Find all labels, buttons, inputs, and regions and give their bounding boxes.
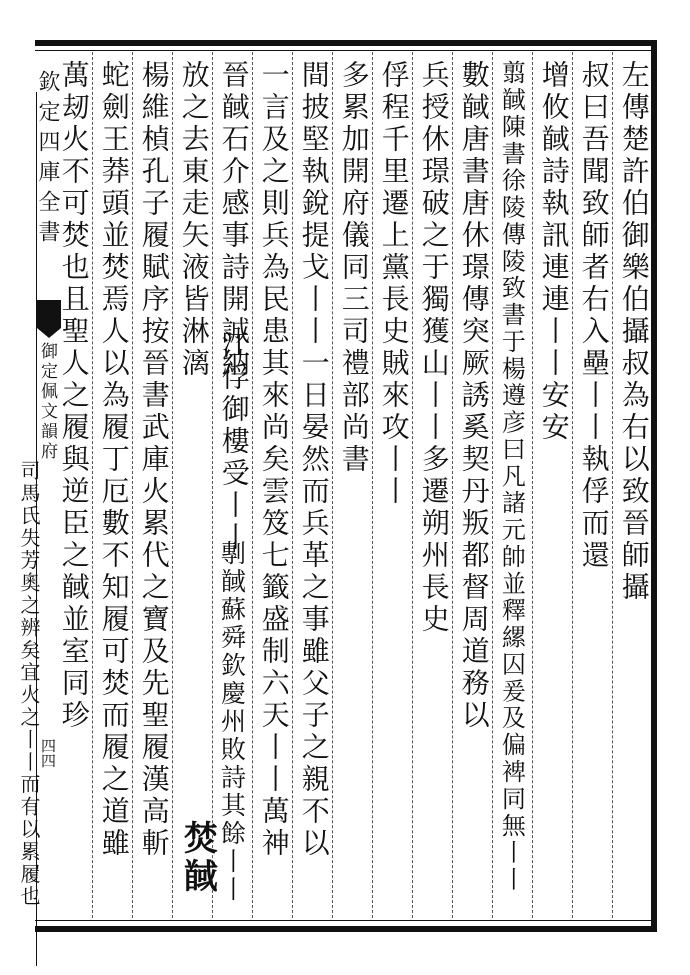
column-rule [612, 52, 613, 918]
text-column: 剸馘蘇舜欽慶州敗詩其餘丨丨 [217, 540, 247, 904]
column-rule [532, 52, 533, 918]
text-column: 萬刼火不可焚也且聖人之履與逆臣之馘並室同珍 [57, 60, 91, 732]
column-rule [212, 52, 213, 918]
text-column: 一言及之則兵為民患其來尚矣雲笈七籤盛制六天丨丨萬神 [257, 60, 291, 860]
heading-fen-guo: 焚馘 [177, 820, 218, 896]
text-column: 多累加開府儀同三司禮部尚書 [337, 60, 371, 476]
text-column: 晉馘石介感事詩開誠納 [217, 60, 251, 380]
text-column: 俘程千里遷上黨長史賊來攻丨丨 [377, 60, 411, 508]
spine-subtitle: 御定佩文韻府 [37, 342, 57, 462]
text-column: 兵授休璟破之于獨獲山丨丨多遷朔州長史 [417, 60, 451, 636]
text-column: 數馘唐書唐休璟傳突厥誘奚契丹叛都督周道務以 [457, 60, 491, 732]
column-rule [92, 52, 93, 918]
spine-title: 欽定四庫全書 [35, 70, 60, 250]
text-column: 蛇劍王莽頭並焚焉人以為履丁厄數不知履可焚而履之道雖 [97, 60, 131, 860]
column-rule [572, 52, 573, 918]
column-rule [452, 52, 453, 918]
text-column: 司馬氏失芳奧之辨矣宜火之丨丨而有以累履也 [17, 460, 41, 908]
column-rule [332, 52, 333, 918]
text-column: 放之去東走矢液皆淋漓 [177, 60, 211, 380]
spine-page-number: 四四 [39, 738, 57, 768]
text-column: 楊維楨孔子履賦序按晉書武庫火累代之寶及先聖履漢高斬 [137, 60, 171, 860]
column-rule [292, 52, 293, 918]
column-rule [372, 52, 373, 918]
bottom-border-inner [35, 920, 657, 921]
column-rule [252, 52, 253, 918]
column-rule [412, 52, 413, 918]
right-border [651, 40, 657, 932]
text-column: 左傳楚許伯御樂伯攝叔為右以致晉師攝 [617, 60, 651, 604]
text-column: 江俘御樓受丨丨 [217, 330, 251, 554]
top-border-inner [35, 50, 657, 51]
text-column: 間披堅執銳提戈丨丨一日晏然而兵革之事雖父子之親不以 [297, 60, 331, 860]
column-rule [132, 52, 133, 918]
text-column: 翦馘陳書徐陵傳陵致書于楊遵彦曰凡諸元帥並釋縲囚爰及偏裨同無丨丨 [497, 60, 526, 894]
column-rule [492, 52, 493, 918]
text-column: 增攸馘詩執訊連連丨丨安安 [537, 60, 571, 444]
bottom-border [35, 926, 657, 932]
text-column: 叔曰吾聞致師者右入壘丨丨執俘而還 [577, 60, 611, 572]
top-border [35, 40, 657, 46]
column-rule [172, 52, 173, 918]
